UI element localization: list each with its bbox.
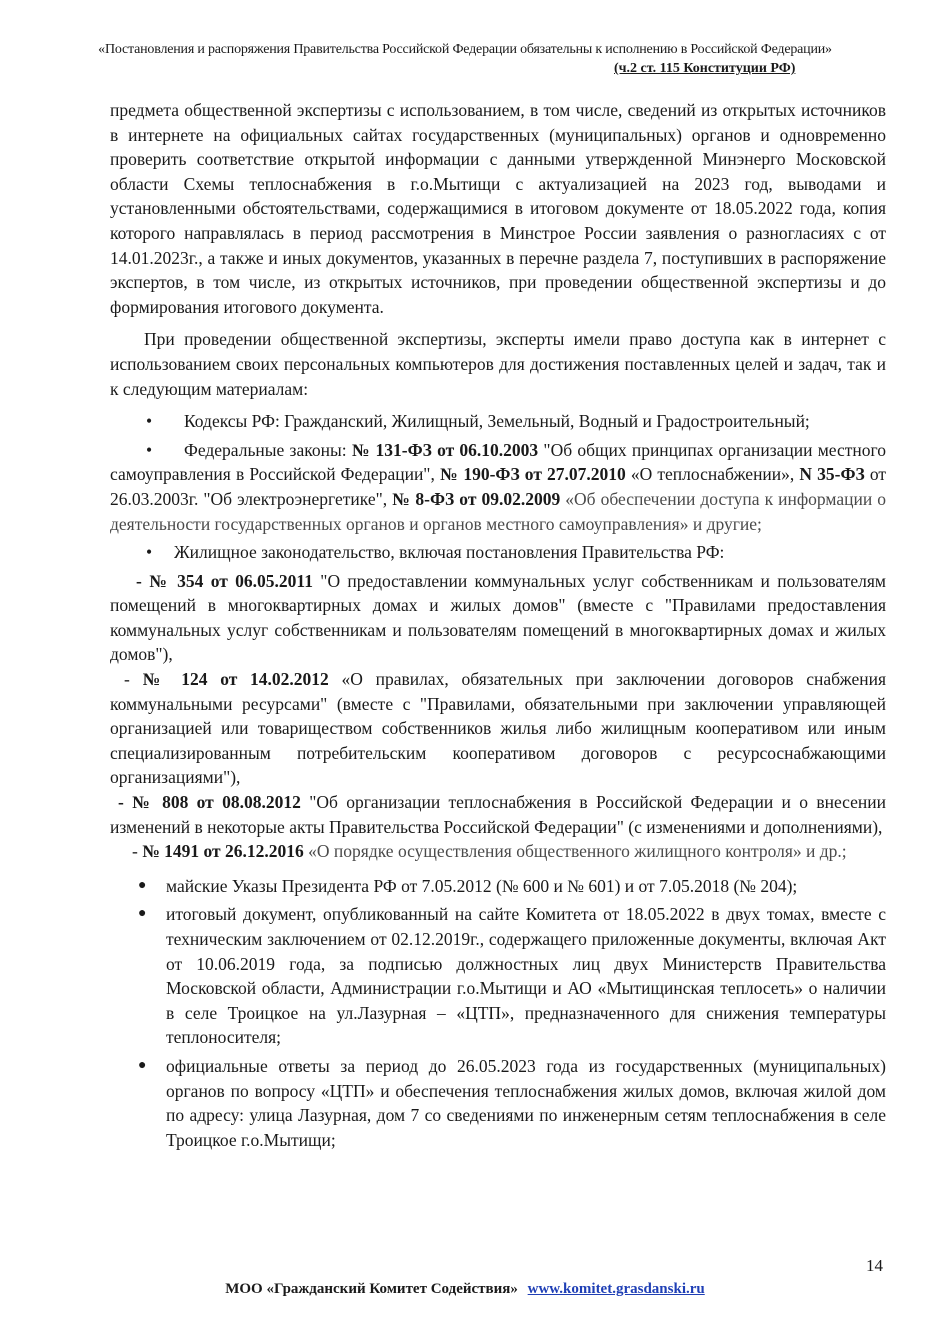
law-131-title: "Об общих принципах организации местного самоуправления в Российской Федерации", — [110, 439, 887, 485]
bullet-icon: • — [146, 542, 153, 563]
law-190-title: «О теплоснабжении», — [625, 464, 800, 485]
list-item — [110, 438, 886, 536]
resolution-number: № 808 от 08.08.2012 — [132, 792, 301, 813]
housing-legislation-item: Жилищное законодательство, включая постановления Правительства РФ: — [174, 542, 725, 563]
dash: - — [118, 792, 133, 813]
footer — [0, 1281, 930, 1298]
bullet-icon: ● — [138, 1057, 147, 1073]
bullet-icon: • — [146, 439, 153, 460]
resolution-number: № 124 от 14.02.2012 — [142, 669, 329, 690]
footer-organization: МОО «Гражданский Комитет Содействия» — [225, 1281, 518, 1297]
dash: - — [132, 841, 143, 862]
law-35: N 35-ФЗ — [799, 464, 865, 485]
paragraph-expertise-subject: предмета общественной экспертизы с использованием, в том числе, сведений из открытых источников в интернете на официальных сайтах государственных (муниципальных) органов и одновременно проверить соответствие открытой информации с данными утвержденной Минэнерго Московской области Схемы теплоснабжения в г.о.Мытищи с актуализацией на 2023 год, выводами и установленными обстоятельствами, содержащимися в итоговом документе от 18.05.2022 года, копия которого направлялась в период рассмотрения в Минстрое России заявления о разногласиях с от 14.01.2023г., а также и иных документов, указанных в перечне раздела 7, поступивших в распоряжение экспертов, в том числе, из открытых источников, при проведении общественной экспертизы и до формирования итогового документа. — [110, 100, 886, 317]
bullet-icon: ● — [138, 906, 147, 922]
law-35-title: от 26.03.2003г. "Об электроэнергетике", — [110, 464, 887, 509]
list-item — [110, 902, 886, 1050]
constitution-reference: (ч.2 ст. 115 Конституции РФ) — [614, 61, 796, 76]
resolution-title: "Об организации теплоснабжения в Российской Федерации и о внесении изменений в некоторые акты Правительства Российской Федерации" (с изменениями и дополнениями), — [110, 792, 887, 837]
list-item — [110, 1054, 886, 1152]
federal-laws-item — [110, 438, 886, 536]
law-190: № 190-ФЗ от 27.07.2010 — [439, 464, 626, 485]
final-document-item: итоговый документ, опубликованный на сайте Комитета от 18.05.2022 в двух томах, вместе с техническим заключением от 02.12.2019г., содержащего приложенные документы, включая Акт от 10.06.2019 года, за подписью должностных лиц двух Министерств Правительства Московской области, Администрации г.о.Мытищи и АО «Мытищинская теплосеть» о наличии в селе Троицкое на ул.Лазурная – «ЦТП», предназначенного для снижения температуры теплоносителя; — [166, 904, 886, 1048]
resolution-number: № 354 от 06.05.2011 — [149, 570, 313, 591]
list-item — [110, 540, 886, 565]
federal-laws-label: Федеральные законы: — [184, 439, 352, 460]
dash: - — [136, 570, 150, 591]
page-number: 14 — [866, 1256, 883, 1275]
law-8: № 8-ФЗ от 09.02.2009 — [392, 488, 561, 509]
law-8-title: «Об обеспечении доступа к информации о деятельности государственных органов и органов местного самоуправления» и другие; — [110, 488, 887, 534]
document-body — [110, 98, 886, 1156]
running-header: «Постановления и распоряжения Правительства Российской Федерации обязательны к исполнению в Российской Федерации» — [98, 42, 832, 57]
official-answers-item: официальные ответы за период до 26.05.2023 года из государственных (муниципальных) органов по вопросу «ЦТП» и обеспечения теплоснабжения жилых домов, включая жилой дом по адресу: улица Лазурная, дом 7 со сведениями по инженерным сетям теплоснабжения в селе Троицкое г.о.Мытищи; — [166, 1055, 886, 1150]
presidential-decrees-item: майские Указы Президента РФ от 7.05.2012 (№ 600 и № 601) и от 7.05.2018 (№ 204); — [166, 875, 798, 896]
codes-item: Кодексы РФ: Гражданский, Жилищный, Земельный, Водный и Градостроительный; — [184, 411, 810, 432]
law-131: № 131-ФЗ от 06.10.2003 — [351, 439, 539, 460]
dash: - — [124, 669, 143, 690]
list-item — [110, 409, 886, 434]
bullet-icon: ● — [138, 877, 147, 893]
paragraph-expert-access: При проведении общественной экспертизы, эксперты имели право доступа как в интернет с использованием своих персональных компьютеров для достижения поставленных целей и задач, так и к следующим материалам: — [110, 329, 886, 399]
footer-website-link[interactable]: www.komitet.grasdanski.ru — [527, 1281, 705, 1297]
resolution-354 — [110, 569, 886, 667]
resolution-title: "О предоставлении коммунальных услуг собственникам и пользователям помещений в многоквартирных домах и жилых домов" (вместе с "Правилами предоставления коммунальных услуг собственникам и пользователям помещений в многоквартирных домах и жилых домов"), — [110, 570, 887, 665]
resolution-title: «О правилах, обязательных при заключении договоров снабжения коммунальными ресурсами" (вместе с "Правилами, обязательными при заключении управляющей организацией или товариществом собственников жилья либо жилищным кооперативом или иным специализированным потребительским кооперативом договоров с ресурсоснабжающими организациями"), — [110, 669, 886, 788]
resolution-124 — [110, 667, 886, 790]
resolution-title: «О порядке осуществления общественного жилищного контроля» и др.; — [303, 841, 847, 862]
list-item — [110, 874, 886, 899]
resolution-1491 — [110, 839, 886, 864]
bullet-icon: • — [146, 411, 153, 432]
resolution-808 — [110, 790, 886, 839]
resolution-number: № 1491 от 26.12.2016 — [142, 841, 304, 862]
